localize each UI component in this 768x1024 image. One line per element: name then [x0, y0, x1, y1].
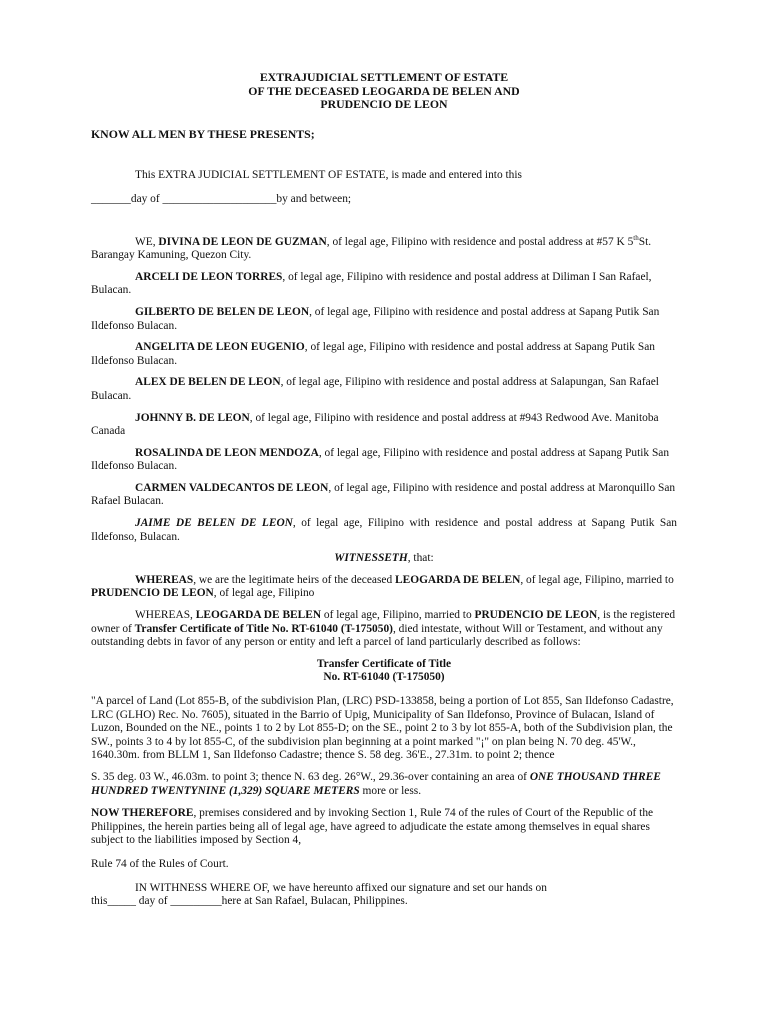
party-name: DIVINA DE LEON DE GUZMAN — [158, 235, 327, 248]
whereas-text: WHEREAS, — [135, 609, 196, 622]
area-value: ONE THOUSAND THREE HUNDRED TWENTYNINE (1,329) SQUARE METERS — [91, 770, 661, 797]
ordinal-suffix: th — [633, 233, 639, 242]
witnesseth-rest: , that: — [407, 552, 434, 565]
tct-heading — [91, 658, 677, 685]
spouse-name: PRUDENCIO DE LEON — [474, 609, 598, 622]
whereas-text: , died intestate, without Will or Testament, and without any outstanding debts in favor of any person or entity and left a parcel of land particularly described as follows: — [91, 622, 663, 649]
intro-line-1: This EXTRA JUDICIAL SETTLEMENT OF ESTATE, is made and entered into this — [135, 169, 522, 182]
party-name: GILBERTO DE BELEN DE LEON — [135, 305, 310, 318]
party-name: JAIME DE BELEN DE LEON — [135, 517, 293, 530]
witnesseth-heading — [91, 552, 677, 566]
party-text: , of legal age, Filipino with residence and postal address at Sapang Putik San Ildefonso, Bulacan. — [91, 517, 677, 543]
party-name: CARMEN VALDECANTOS DE LEON — [135, 481, 329, 494]
party-paragraph-2 — [91, 271, 677, 298]
whereas-text: , we are the legitimate heirs of the deceased — [193, 573, 396, 586]
whereas-text: , is the registered owner of — [91, 609, 676, 635]
deceased-name: LEOGARDA DE BELEN — [395, 573, 521, 586]
whereas-paragraph-1 — [91, 574, 677, 601]
party-paragraph-4 — [91, 341, 677, 368]
in-witness-line-2: this_____ day of _________here at San Rafael, Bulacan, Philippines. — [91, 895, 408, 908]
party-paragraph-3 — [91, 306, 677, 333]
party-text-cont: St. Barangay Kamuning, Quezon City. — [91, 235, 652, 262]
tct-heading-line-1: Transfer Certificate of Title — [316, 657, 452, 670]
party-text: , of legal age, Filipino with residence and postal address at Sapang Putik San Ildefonso Bulacan. — [91, 341, 655, 367]
party-name: ROSALINDA DE LEON MENDOZA — [135, 446, 319, 459]
tct-reference: Transfer Certificate of Title No. RT-61040 (T-175050) — [134, 622, 393, 635]
party-paragraph-1 — [91, 233, 677, 263]
party-paragraph-7 — [91, 447, 677, 474]
party-paragraph-6 — [91, 412, 677, 439]
whereas-word: WHEREAS — [135, 573, 194, 586]
now-therefore-paragraph — [91, 807, 677, 848]
party-prefix: WE, — [135, 235, 159, 248]
rule-74-line: Rule 74 of the Rules of Court. — [91, 857, 229, 870]
party-text: , of legal age, Filipino with residence and postal address at Sapang Putik San Ildefonso Bulacan. — [91, 446, 670, 473]
party-text: , of legal age, Filipino with residence and postal address at Salapungan, San Rafael Bulacan. — [91, 376, 659, 402]
area-text: S. 35 deg. 03 W., 46.03m. to point 3; thence N. 63 deg. 26°W., 29.36-over containing an area of — [91, 770, 530, 783]
know-all-men-heading: KNOW ALL MEN BY THESE PRESENTS; — [91, 126, 315, 141]
party-paragraph-8 — [91, 482, 677, 509]
party-text: , of legal age, Filipino with residence and postal address at #57 K 5 — [326, 235, 634, 248]
party-text: , of legal age, Filipino with residence and postal address at Maronquillo San Rafael Bulacan. — [91, 481, 676, 508]
now-therefore-text: , premises considered and by invoking Section 1, Rule 74 of the rules of Court of the Republic of the Philippines, the herein parties being all of legal age, have agreed to adjudicate the estate among themselves in equal shares subject to the liabilities imposed by Section 4, — [91, 807, 654, 847]
area-rest: more or less. — [359, 784, 422, 797]
whereas-paragraph-2 — [91, 609, 677, 650]
document-body — [91, 71, 677, 909]
title-line-3: PRUDENCIO DE LEON — [320, 97, 448, 112]
title-line-1: EXTRAJUDICIAL SETTLEMENT OF ESTATE — [259, 70, 509, 84]
party-paragraph-5 — [91, 376, 677, 403]
document-title — [91, 71, 677, 112]
whereas-text: , of legal age, Filipino, married to — [520, 573, 674, 586]
party-text: , of legal age, Filipino with residence and postal address at Diliman I San Rafael, Bulacan. — [91, 270, 652, 297]
party-name: JOHNNY B. DE LEON — [135, 411, 250, 424]
party-text: , of legal age, Filipino with residence and postal address at Sapang Putik San Ildefonso Bulacan. — [91, 305, 660, 332]
deceased-name: LEOGARDA DE BELEN — [195, 609, 322, 622]
land-description: "A parcel of Land (Lot 855-B, of the subdivision Plan, (LRC) PSD-133858, being a portion of Lot 855, San Ildefonso Cadastre, LRC (GLHO) Rec. No. 7605), situated in the Barrio of Upig, Municipality of San Ildefonso, Province of Bulacan, Island of Luzon, Bounded on the NE., points 1 to 2 by Lot 855-D; on the SE., point 2 to 3 by lot 855-A, both of the Subdivision plan, the SW., points 3 to 4 by lot 855-C, of the subdivision plan beginning at a point marked "¡" on plan being N. 70 deg. 45'W., 1640.30m. from BLLM 1, San Ildefonso Cadastre; thence S. 58 deg. 36'E., 27.31m. to point 2; thence — [91, 695, 674, 762]
title-line-2: OF THE DECEASED LEOGARDA DE BELEN AND — [248, 83, 520, 98]
in-witness-line-1: IN WITHNESS WHERE OF, we have hereunto affixed our signature and set our hands on — [135, 881, 547, 894]
party-paragraph-9 — [91, 517, 677, 544]
witnesseth-word: WITNESSETH — [334, 552, 408, 565]
whereas-text: of legal age, Filipino, married to — [321, 609, 475, 622]
whereas-text: , of legal age, Filipino — [213, 587, 315, 600]
intro-line-2: _______day of ____________________by and between; — [91, 192, 352, 205]
area-paragraph — [91, 771, 677, 798]
party-text: , of legal age, Filipino with residence and postal address at #943 Redwood Ave. Manitoba Canada — [91, 411, 659, 438]
party-name: ANGELITA DE LEON EUGENIO — [135, 341, 305, 354]
party-name: ALEX DE BELEN DE LEON — [135, 376, 281, 389]
tct-heading-line-2: No. RT-61040 (T-175050) — [323, 671, 445, 684]
now-therefore-word: NOW THEREFORE — [91, 807, 194, 820]
party-name: ARCELI DE LEON TORRES — [135, 270, 283, 283]
spouse-name: PRUDENCIO DE LEON — [91, 587, 214, 600]
